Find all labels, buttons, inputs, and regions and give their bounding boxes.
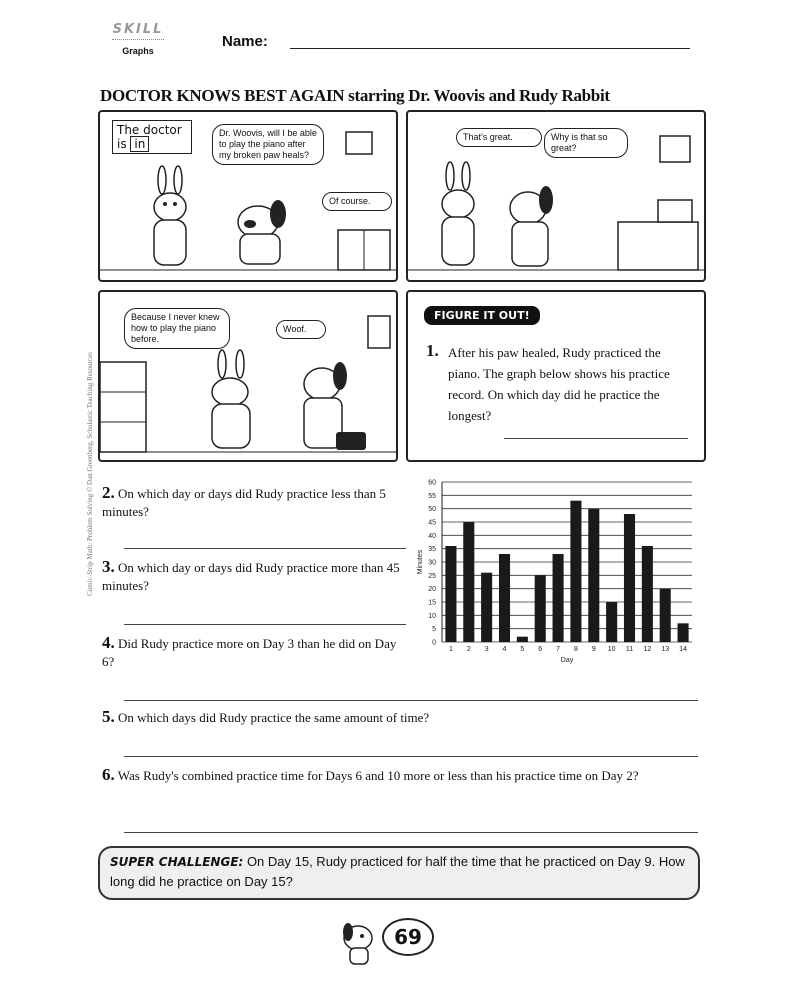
bar	[481, 573, 492, 642]
x-tick-label: 8	[573, 646, 578, 653]
y-tick-label: 60	[428, 479, 436, 487]
rudy-speech-bubble: Dr. Woovis, will I be able to play the piano after my broken paw heals?	[212, 124, 324, 165]
skill-badge	[108, 22, 168, 56]
bar	[642, 546, 653, 642]
x-tick-label: 5	[520, 646, 525, 653]
name-input-line[interactable]	[290, 48, 690, 49]
bar	[588, 509, 599, 642]
x-tick-label: 6	[538, 646, 543, 653]
panel-3-illustration	[100, 292, 396, 460]
name-label: Name:	[222, 33, 268, 50]
dog-mascot-icon	[334, 916, 384, 968]
y-tick-label: 5	[432, 626, 436, 634]
doctor-speech-bubble: Of course.	[322, 192, 392, 211]
practice-bar-chart	[408, 472, 702, 672]
bar	[535, 575, 546, 642]
page-title: DOCTOR KNOWS BEST AGAIN starring Dr. Woovis and Rudy Rabbit	[100, 86, 610, 105]
question-1-number: 1.	[426, 341, 439, 360]
y-tick-label: 25	[428, 572, 436, 580]
question-1-text: After his paw healed, Rudy practiced the piano. The graph below shows his practice record. On which day did he practice the longest?	[448, 345, 670, 423]
y-tick-label: 45	[428, 519, 436, 527]
question-6: 6. Was Rudy's combined practice time for Days 6 and 10 more or less than his practice time on Day 2?	[102, 765, 639, 784]
y-tick-label: 40	[428, 532, 436, 540]
answer-line-4[interactable]	[124, 700, 698, 701]
question-5: 5. On which days did Rudy practice the same amount of time?	[102, 707, 430, 726]
figure-it-out-panel	[406, 290, 706, 462]
figure-it-out-badge: FIGURE IT OUT!	[424, 306, 540, 325]
bar	[499, 554, 510, 642]
x-tick-label: 3	[484, 646, 489, 653]
x-tick-label: 7	[556, 646, 561, 653]
x-tick-label: 9	[591, 646, 596, 653]
answer-line-6[interactable]	[124, 832, 698, 833]
comic-panel-1	[98, 110, 398, 282]
answer-line-2[interactable]	[124, 548, 406, 549]
question-3: 3. On which day or days did Rudy practice more than 45 minutes?	[102, 557, 400, 593]
panel-2-illustration	[408, 112, 704, 280]
comic-panel-2	[406, 110, 706, 282]
bar	[463, 522, 474, 642]
y-tick-label: 0	[432, 639, 436, 647]
bar	[553, 554, 564, 642]
sign-box: in	[130, 136, 149, 152]
rudy-speech-bubble: Because I never knew how to play the piano before.	[124, 308, 230, 349]
y-axis-label: Minutes	[417, 549, 424, 575]
x-tick-label: 4	[502, 646, 507, 653]
super-challenge-content	[100, 848, 698, 896]
question-4: 4. Did Rudy practice more on Day 3 than he did on Day 6?	[102, 633, 397, 669]
y-tick-label: 30	[428, 559, 436, 567]
answer-line-1[interactable]	[504, 438, 688, 439]
super-challenge-text: On Day 15, Rudy practiced for half the time that he practiced on Day 9. How long did he practice on Day 15?	[110, 854, 685, 889]
skill-divider	[112, 39, 164, 40]
bar	[660, 589, 671, 642]
bar	[606, 602, 617, 642]
bar	[445, 546, 456, 642]
x-tick-label: 11	[625, 646, 634, 653]
x-tick-label: 14	[679, 646, 687, 653]
answer-line-5[interactable]	[124, 756, 698, 757]
bar	[570, 501, 581, 642]
bar	[624, 514, 635, 642]
sign-text: The doctor is	[117, 123, 182, 151]
bar	[517, 637, 528, 642]
bar	[678, 623, 689, 642]
comic-panel-3	[98, 290, 398, 462]
x-tick-label: 12	[643, 646, 652, 653]
super-challenge-label: SUPER CHALLENGE:	[110, 855, 244, 869]
side-credit: Comic-Strip Math: Problem Solving © Dan Greenberg, Scholastic Teaching Resources	[86, 352, 94, 596]
y-tick-label: 50	[428, 506, 436, 514]
x-tick-label: 1	[448, 646, 453, 653]
y-tick-label: 15	[428, 599, 436, 607]
super-challenge-box	[98, 846, 700, 900]
y-tick-label: 35	[428, 546, 436, 554]
answer-line-3[interactable]	[124, 624, 406, 625]
rudy-speech-bubble: That's great.	[456, 128, 542, 147]
question-2: 2. On which day or days did Rudy practice less than 5 minutes?	[102, 483, 386, 519]
x-tick-label: 10	[607, 646, 616, 653]
x-tick-label: 2	[466, 646, 471, 653]
skill-word: SKILL	[112, 22, 164, 37]
doctor-speech-bubble: Woof.	[276, 320, 326, 339]
page-number: 69	[382, 918, 434, 956]
y-tick-label: 20	[428, 586, 436, 594]
y-tick-label: 10	[428, 612, 436, 620]
y-tick-label: 55	[428, 492, 436, 500]
doctor-speech-bubble: Why is that so great?	[544, 128, 628, 158]
x-axis-label: Day	[560, 657, 574, 664]
skill-topic: Graphs	[122, 46, 154, 56]
panel-1-illustration	[100, 112, 396, 280]
x-tick-label: 13	[661, 646, 670, 653]
